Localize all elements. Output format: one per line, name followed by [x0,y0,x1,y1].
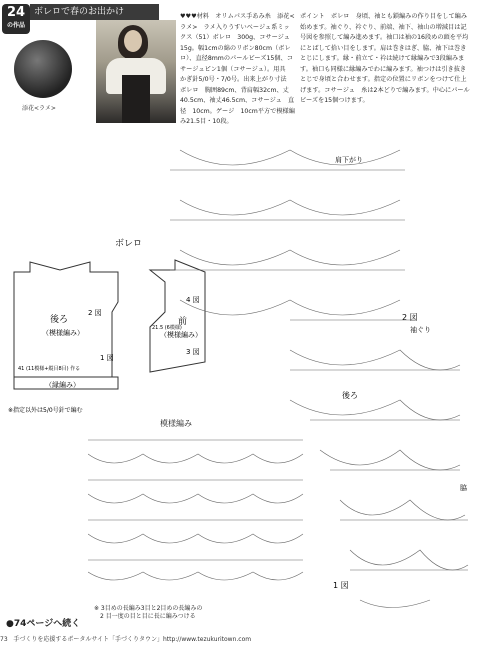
front-label: 前 [178,317,188,327]
page-title: ボレロで春のお出かけ [30,4,159,20]
edge-label: （縁編み） [45,381,80,389]
bolero-diagram-title: ボレロ [115,239,143,249]
back-label: 後ろ [50,315,69,325]
pattern-note-2: 2 目一度の目と目に長に編みつける [94,613,196,620]
work-number-badge [2,4,30,34]
bolero-note: ※指定以外は5/0号針で編む [8,407,83,414]
yarn-caption: 添花<ラメ> [22,105,56,112]
front-width-label: 21.5 (6模様) [152,325,182,331]
back-width-label: 41 (11模様+縦目8目) 作る [18,366,81,372]
front-sub-label: （模様編み） [160,331,202,339]
waki-label: 脇 [460,484,467,492]
kata-label: 肩下がり [335,156,363,164]
zu1-label: 1 図 [100,354,114,362]
zu2-label: 2 図 [88,309,102,317]
points-text: ポイント ボレロ 身頃、袖とも鎖編みの作り目をして編み始めます。袖ぐり、衿ぐり、前端、袖下、袖山の増減目は記号図を参照して編み進めます。袖口は袖の16段めの頭を平均にとばして拾い目をします。肩は巻きはぎ、脇、袖下は巻きとじにします。縁・前立て・衿は続けて縁編みで3段編みます。袖口も同様に縁編みでわに編みます。袖つけは引き抜きとじで身頃と合わせます。指定の位置にリボンをつけて仕上げます。コサージュ 糸は2本どりで編みます。中心にパールビーズを15個つけます。 [300,13,470,104]
work-number-suffix: の作品 [6,22,25,29]
footer-portal-text [0,634,483,643]
ushiro-label: 後ろ [342,391,358,400]
materials-text: ♥♥♥材料 オリムパス手あみ糸 添花<ラメ> ラメ入りうすいベージュ系ミックス（51）ボレロ 300g、コサージュ 15g。幅1cmの綿のリボン80cm（ボレロ）、直径8mmのパールビーズ15個、コサージュピン1個（コサージュ）。用具 かぎ針5/0号・7/0号。出来上がり寸法 ボレロ 胸囲89cm、背肩幅32cm、丈40.5cm、袖丈46.5cm、コサージュ 直径 10cm。ゲージ 10cm平方で模様編み21.5目・10段。 [180,13,297,125]
zu4-label: 4 図 [186,296,200,304]
portal-link[interactable]: 手づくりを応援するポータルサイト「手づくりタウン」http://www.tezukuritown.com [13,636,252,643]
sode-label: 袖ぐり [410,326,431,334]
pattern-note-1: ※ 3目めの長編み3目と2目めの長編みの [94,605,203,612]
zu3-label: 3 図 [186,348,200,356]
continue-link[interactable]: ●74ページへ続く [6,619,81,629]
back-sub-label: （模様編み） [42,329,84,337]
pattern-crochet-chart [88,432,310,592]
yarn-swatch-image [14,40,72,98]
right-2zu-label: 2 図 [402,313,418,322]
right-1zu-label: 1 図 [333,581,349,590]
pattern-chart-title: 模様編み [160,419,192,428]
work-number: 24 [6,5,26,20]
page-number: 73 [0,636,8,643]
model-photo [96,20,176,123]
